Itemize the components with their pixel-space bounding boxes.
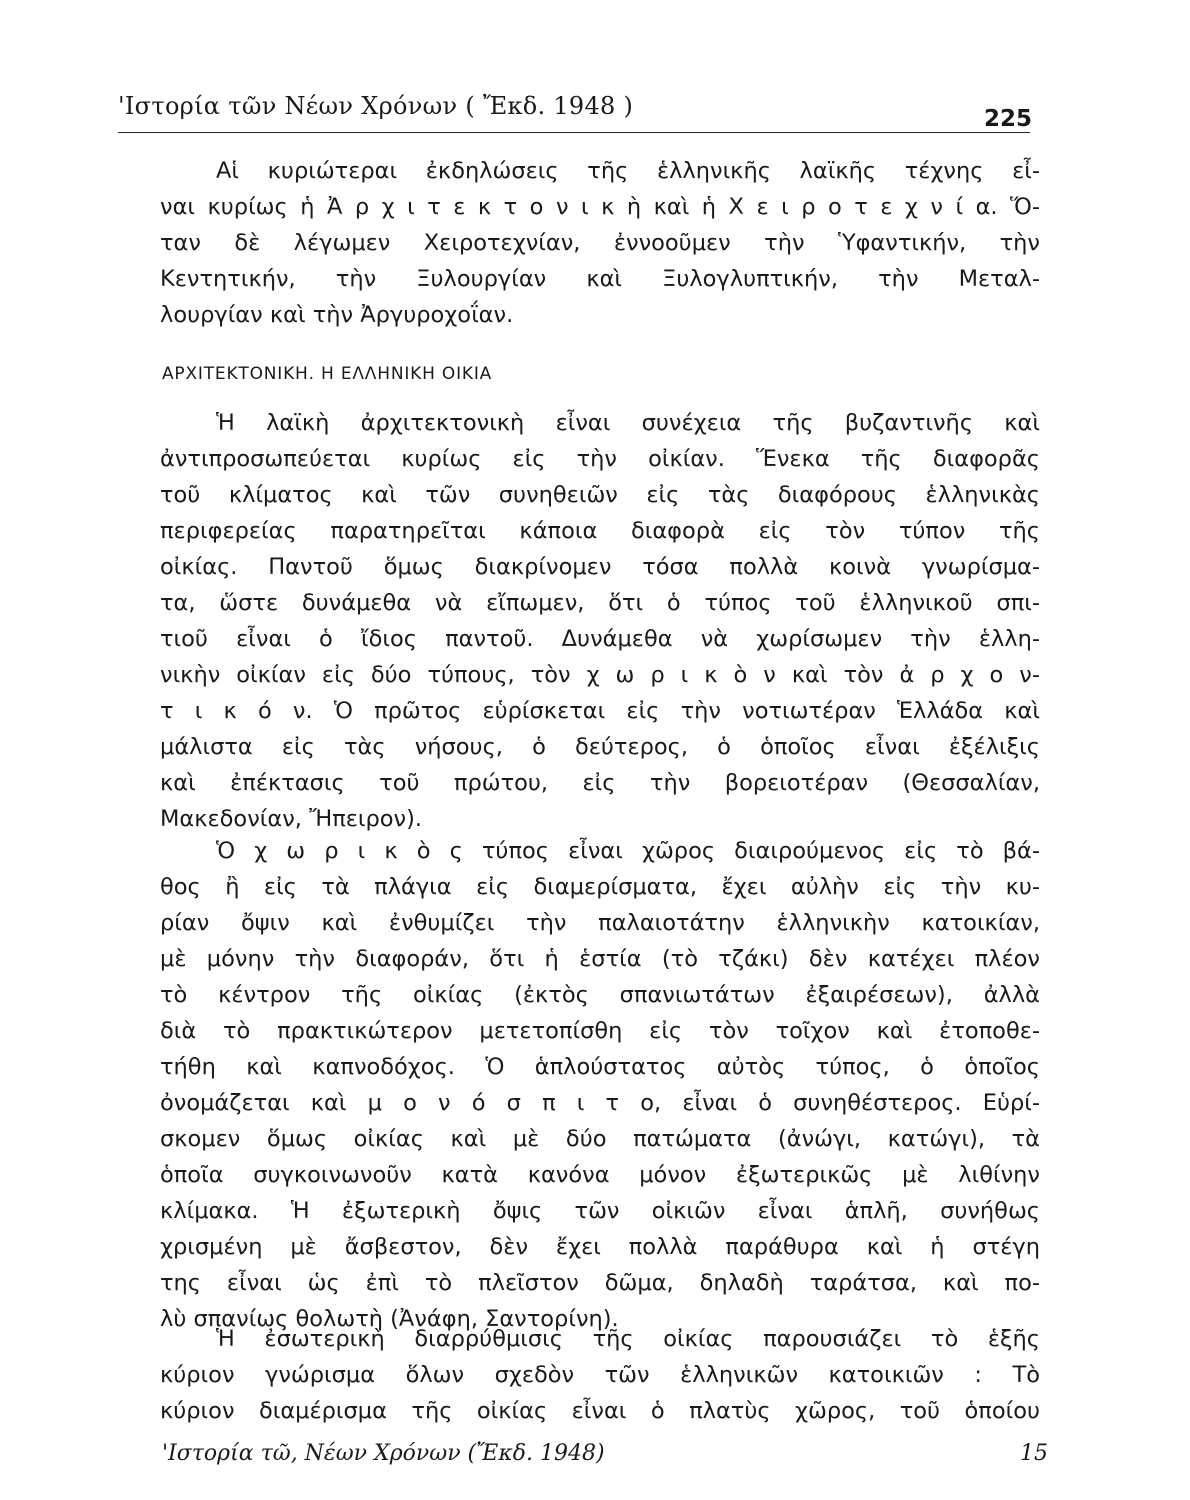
text-line: νικὴν οἰκίαν εἰς δύο τύπους, τὸν χ ω ρ ι κ ὸ ν καὶ τὸν ἀ ρ χ ο ν- bbox=[160, 662, 1040, 688]
text-line: τοῦ κλίματος καὶ τῶν συνηθειῶν εἰς τὰς διαφόρους ἑλληνικὰς bbox=[160, 482, 1040, 508]
text-line: μὲ μόνην τὴν διαφοράν, ὅτι ἡ ἑστία (τὸ τζάκι) δὲν κατέχει πλέον bbox=[160, 946, 1040, 972]
text-line: ἀντιπροσωπεύεται κυρίως εἰς τὴν οἰκίαν. Ἕνεκα τῆς διαφορᾶς bbox=[160, 446, 1040, 472]
text-line: χρισμένη μὲ ἄσβεστον, δὲν ἔχει πολλὰ παράθυρα καὶ ἡ στέγη bbox=[160, 1234, 1040, 1260]
text-line: τ ι κ ό ν. Ὁ πρῶτος εὑρίσκεται εἰς τὴν νοτιωτέραν Ἑλλάδα καὶ bbox=[160, 698, 1040, 724]
text-line: Ἡ λαϊκὴ ἀρχιτεκτονικὴ εἶναι συνέχεια τῆς βυζαντινῆς καὶ bbox=[216, 410, 1040, 436]
text-line: κύριον διαμέρισμα τῆς οἰκίας εἶναι ὁ πλατὺς χῶρος, τοῦ ὁποίου bbox=[160, 1398, 1040, 1424]
footer-page-number: 15 bbox=[1020, 1441, 1048, 1466]
text-line: ὀνομάζεται καὶ μ ο ν ό σ π ι τ ο, εἶναι ὁ συνηθέστερος. Εὑρί- bbox=[160, 1090, 1040, 1116]
text-line: καὶ ἐπέκτασις τοῦ πρώτου, εἰς τὴν βορειοτέραν (Θεσσαλίαν, bbox=[160, 770, 1040, 796]
text-line: τιοῦ εἶναι ὁ ἴδιος παντοῦ. Δυνάμεθα νὰ χωρίσωμεν τὴν ἑλλη- bbox=[160, 626, 1040, 652]
text-line: Ἡ ἐσωτερικὴ διαρρύθμισις τῆς οἰκίας παρουσιάζει τὸ ἑξῆς bbox=[216, 1326, 1040, 1352]
text-line: ρίαν ὄψιν καὶ ἐνθυμίζει τὴν παλαιοτάτην ἑλληνικὴν κατοικίαν, bbox=[160, 910, 1040, 936]
section-heading: ΑΡΧΙΤΕΚΤΟΝΙΚΗ. Η ΕΛΛΗΝΙΚΗ ΟΙΚΙΑ bbox=[162, 364, 493, 384]
text-line: κλίμακα. Ἡ ἐξωτερικὴ ὄψις τῶν οἰκιῶν εἶναι ἁπλῆ, συνήθως bbox=[160, 1198, 1040, 1224]
running-head-title: 'Ιστορία τῶν Νέων Χρόνων ( Ἔκδ. 1948 ) bbox=[118, 92, 634, 120]
text-line: περιφερείας παρατηρεῖται κάποια διαφορὰ εἰς τὸν τύπον τῆς bbox=[160, 518, 1040, 544]
text-line: τα, ὥστε δυνάμεθα νὰ εἴπωμεν, ὅτι ὁ τύπος τοῦ ἑλληνικοῦ σπι- bbox=[160, 590, 1040, 616]
text-line: μάλιστα εἰς τὰς νήσους, ὁ δεύτερος, ὁ ὁποῖος εἶναι ἐξέλιξις bbox=[160, 734, 1040, 760]
text-line: σκομεν ὅμως οἰκίας καὶ μὲ δύο πατώματα (ἀνώγι, κατώγι), τὰ bbox=[160, 1126, 1040, 1152]
text-line: ταν δὲ λέγωμεν Χειροτεχνίαν, ἐννοοῦμεν τὴν Ὑφαντικήν, τὴν bbox=[160, 230, 1040, 256]
text-line: Κεντητικήν, τὴν Ξυλουργίαν καὶ Ξυλογλυπτικήν, τὴν Μεταλ- bbox=[160, 266, 1040, 292]
text-line: λὺ σπανίως θολωτὴ (Ἀνάφη, Σαντορίνη). bbox=[160, 1306, 619, 1332]
text-line: κύριον γνώρισμα ὅλων σχεδὸν τῶν ἑλληνικῶν κατοικιῶν : Τὸ bbox=[160, 1362, 1040, 1388]
text-line: θος ἢ εἰς τὰ πλάγια εἰς διαμερίσματα, ἔχει αὐλὴν εἰς τὴν κυ- bbox=[160, 874, 1040, 900]
text-line: ναι κυρίως ἡ Ἀ ρ χ ι τ ε κ τ ο ν ι κ ὴ καὶ ἡ Χ ε ι ρ ο τ ε χ ν ί α. Ὅ- bbox=[160, 194, 1040, 220]
text-line: Ὁ χ ω ρ ι κ ὸ ς τύπος εἶναι χῶρος διαιρούμενος εἰς τὸ βά- bbox=[216, 838, 1040, 864]
text-line: Μακεδονίαν, Ἤπειρον). bbox=[160, 806, 423, 832]
text-line: Αἱ κυριώτεραι ἐκδηλώσεις τῆς ἑλληνικῆς λαϊκῆς τέχνης εἶ- bbox=[216, 158, 1040, 184]
text-line: της εἶναι ὡς ἐπὶ τὸ πλεῖστον δῶμα, δηλαδὴ ταράτσα, καὶ πο- bbox=[160, 1270, 1040, 1296]
text-line: τὸ κέντρον τῆς οἰκίας (ἐκτὸς σπανιωτάτων ἐξαιρέσεων), ἀλλὰ bbox=[160, 982, 1040, 1008]
footer-title: 'Ιστορία τῶ, Νέων Χρόνων (Ἔκδ. 1948) bbox=[162, 1441, 605, 1466]
text-line: ὁποῖα συγκοινωνοῦν κατὰ κανόνα μόνον ἐξωτερικῶς μὲ λιθίνην bbox=[160, 1162, 1040, 1188]
text-line: λουργίαν καὶ τὴν Ἀργυροχοΐαν. bbox=[160, 302, 514, 328]
header-rule bbox=[118, 132, 1030, 133]
text-line: διὰ τὸ πρακτικώτερον μετετοπίσθη εἰς τὸν τοῖχον καὶ ἐτοποθε- bbox=[160, 1018, 1040, 1044]
page-number: 225 bbox=[984, 106, 1033, 132]
text-line: οἰκίας. Παντοῦ ὅμως διακρίνομεν τόσα πολλὰ κοινὰ γνωρίσμα- bbox=[160, 554, 1040, 580]
text-line: τήθη καὶ καπνοδόχος. Ὁ ἁπλούστατος αὐτὸς τύπος, ὁ ὁποῖος bbox=[160, 1054, 1040, 1080]
